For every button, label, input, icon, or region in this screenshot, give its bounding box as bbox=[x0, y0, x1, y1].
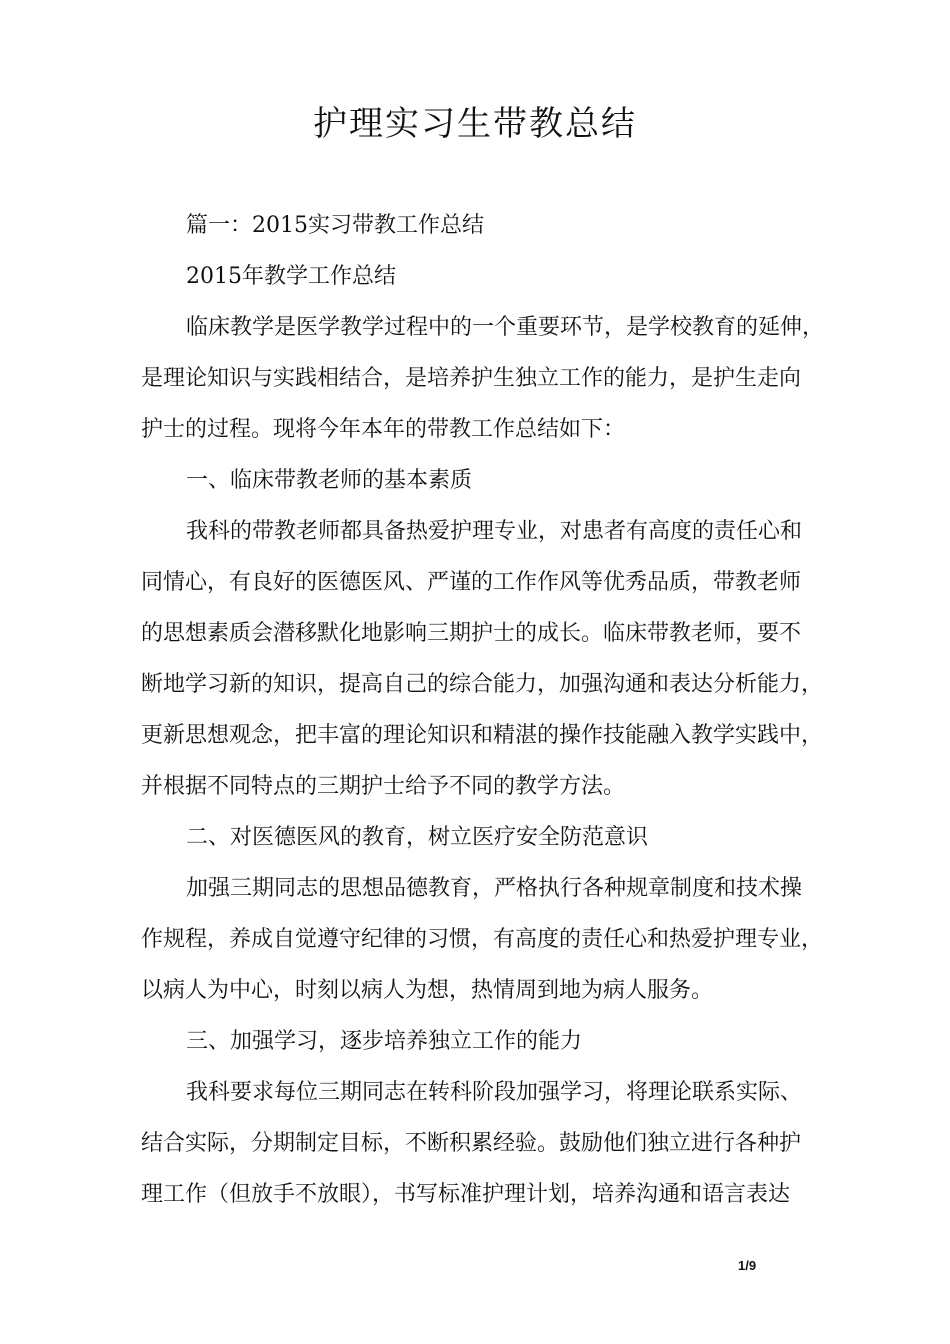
text-line: 加强三期同志的思想品德教育，严格执行各种规章制度和技术操 bbox=[186, 876, 803, 901]
text-line: 理工作（但放手不放眼），书写标准护理计划，培养沟通和语言表达 bbox=[141, 1182, 791, 1207]
page-number: 1/9 bbox=[738, 1258, 757, 1273]
text-line: 护士的过程。现将今年本年的带教工作总结如下： bbox=[141, 417, 626, 442]
text-line: 结合实际，分期制定目标，不断积累经验。鼓励他们独立进行各种护 bbox=[141, 1131, 802, 1156]
text-line: 更新思想观念，把丰富的理论知识和精湛的操作技能融入教学实践中， bbox=[141, 723, 824, 748]
text-line: 2015年教学工作总结 bbox=[186, 264, 396, 289]
text-line: 我科要求每位三期同志在转科阶段加强学习，将理论联系实际、 bbox=[186, 1080, 803, 1105]
text-line: 作规程，养成自觉遵守纪律的习惯，有高度的责任心和热爱护理专业， bbox=[141, 927, 824, 952]
text-line: 的思想素质会潜移默化地影响三期护士的成长。临床带教老师，要不 bbox=[141, 621, 802, 646]
section-heading: 三、加强学习，逐步培养独立工作的能力 bbox=[186, 1029, 583, 1054]
text-line: 我科的带教老师都具备热爱护理专业，对患者有高度的责任心和 bbox=[186, 519, 803, 544]
text-line: 临床教学是医学教学过程中的一个重要环节，是学校教育的延伸， bbox=[186, 315, 825, 340]
section-heading: 一、临床带教老师的基本素质 bbox=[186, 468, 473, 493]
text-line: 断地学习新的知识，提高自己的综合能力，加强沟通和表达分析能力， bbox=[141, 672, 824, 697]
text-line: 并根据不同特点的三期护士给予不同的教学方法。 bbox=[141, 774, 626, 799]
text-line: 同情心，有良好的医德医风、严谨的工作作风等优秀品质，带教老师 bbox=[141, 570, 802, 595]
text-line: 篇一：2015实习带教工作总结 bbox=[186, 213, 484, 238]
text-line: 是理论知识与实践相结合，是培养护生独立工作的能力，是护生走向 bbox=[141, 366, 802, 391]
document-title: 护理实习生带教总结 bbox=[313, 104, 637, 144]
section-heading: 二、对医德医风的教育，树立医疗安全防范意识 bbox=[186, 825, 649, 850]
text-line: 以病人为中心，时刻以病人为想，热情周到地为病人服务。 bbox=[141, 978, 714, 1003]
